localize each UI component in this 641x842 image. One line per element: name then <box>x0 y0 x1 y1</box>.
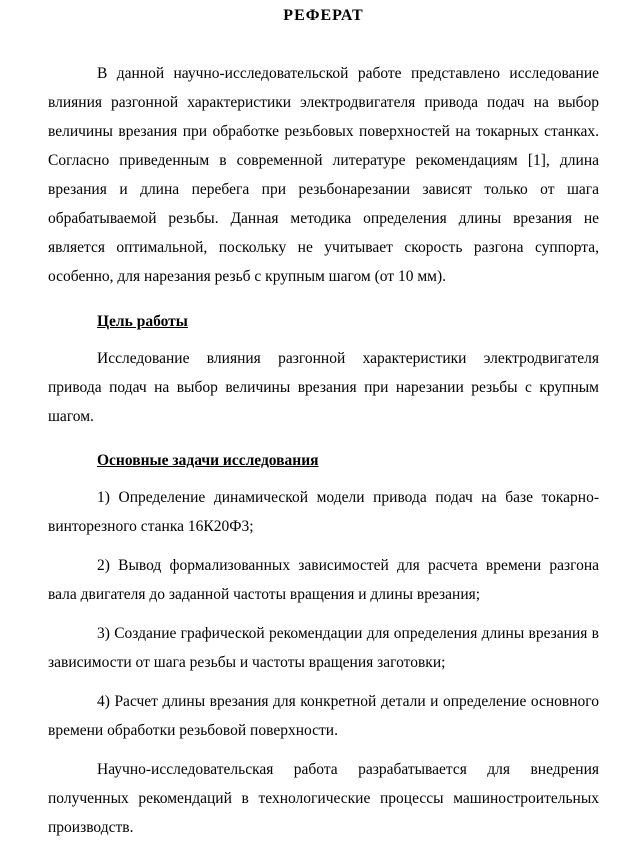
goal-paragraph: Исследование влияния разгонной характеристики электродвигателя привода подач на выбор величины врезания при нарезании резьбы с крупным шагом. <box>48 350 599 425</box>
document-page <box>48 0 599 842</box>
task-item: 4) Расчет длины врезания для конкретной детали и определение основного времени обработки резьбовой поверхности. <box>48 693 599 739</box>
goal-heading: Цель работы <box>97 313 188 330</box>
page-title: РЕФЕРАТ <box>283 7 364 24</box>
abstract-paragraph: В данной научно-исследовательской работе представлено исследование влияния разгонной характеристики электродвигателя привода подач на выбор величины врезания при обработке резьбовых поверхностей на токарных станках. Согласно приведенным в современной литературе рекомендациям [1], длина врезания и длина перебега при резьбонарезании зависят только от шага обрабатываемой резьбы. Данная методика определения длины врезания не является оптимальной, поскольку не учитывает скорость разгона суппорта, особенно, для нарезания резьб с крупным шагом (от 10 мм). <box>48 65 599 285</box>
task-item: 1) Определение динамической модели привода подач на базе токарно-винторезного станка 16К20Ф3; <box>48 489 599 535</box>
task-item: 2) Вывод формализованных зависимостей для расчета времени разгона вала двигателя до заданной частоты вращения и длины врезания; <box>48 557 599 603</box>
closing-paragraph: Научно-исследовательская работа разрабатывается для внедрения полученных рекомендаций в технологические процессы машиностроительных производств. <box>48 761 599 836</box>
tasks-heading: Основные задачи исследования <box>97 452 319 469</box>
task-item: 3) Создание графической рекомендации для определения длины врезания в зависимости от шага резьбы и частоты вращения заготовки; <box>48 625 599 671</box>
